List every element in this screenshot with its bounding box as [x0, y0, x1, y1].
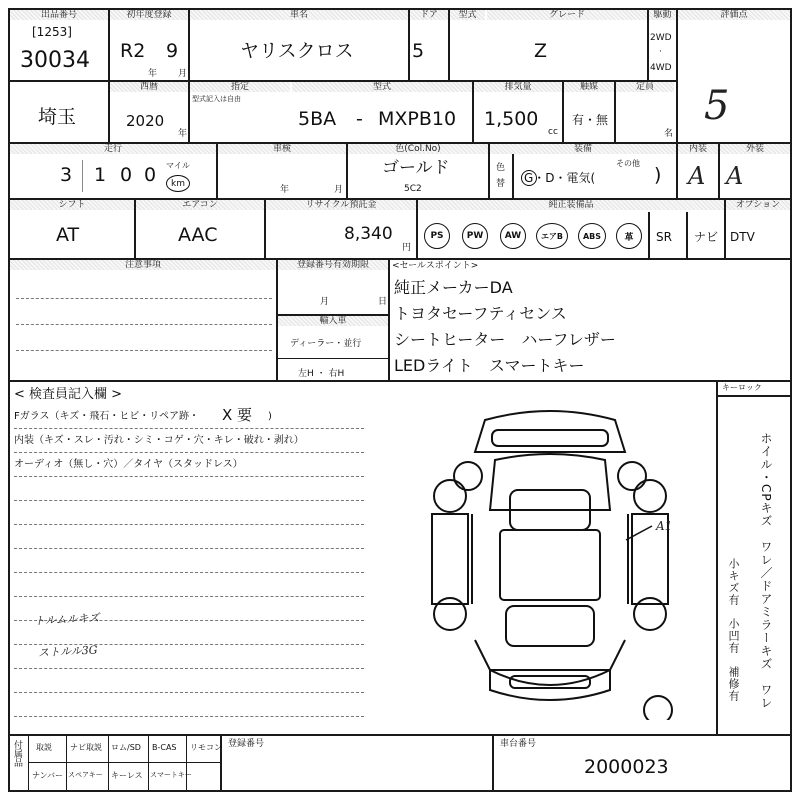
dealer-parallel: ディーラー・並行 [290, 339, 362, 349]
exterior-label: 外装 [720, 144, 790, 154]
handwritten-note: トルムルキズ [33, 611, 100, 628]
color-number: 5C2 [404, 184, 422, 194]
first-reg-label: 初年度登録 [110, 10, 188, 20]
spare-key-label: スペアキー [68, 771, 103, 779]
row-divider [8, 734, 792, 736]
aircon-label: エアコン [136, 200, 264, 210]
era-year: R2 [120, 40, 146, 62]
mileage-digit: 3 [60, 164, 73, 186]
score-label: 評価点 [678, 10, 790, 20]
shift-label: シフト [10, 200, 134, 210]
recycle-label: リサイクル預託金 [266, 200, 416, 210]
handwritten-note: ストルル3G [37, 643, 98, 660]
inspection-label: 車検 [218, 144, 346, 154]
damage-mark: A1 [656, 519, 673, 533]
western-year-label: 西暦 [110, 82, 188, 92]
option-navi: ナビ [694, 230, 719, 244]
interior-score: A [688, 162, 706, 190]
spare-wheel [644, 696, 672, 720]
model-prefix: 5BA [298, 108, 337, 130]
damage-pointer [626, 526, 652, 540]
region: 埼玉 [38, 106, 77, 128]
yen-unit: 円 [402, 243, 412, 253]
border-right [790, 8, 792, 792]
chassis-label: 車台番号 [500, 739, 537, 749]
smart-key-label: スマートキー [150, 771, 192, 779]
sales-point: LEDライト スマートキー [394, 356, 585, 375]
model-sub-label: 指定 [190, 82, 290, 92]
first-reg-year: 2020 [126, 112, 165, 130]
border-bottom [8, 790, 792, 792]
grade-label: グレード [487, 10, 647, 20]
inspection-year-unit: 年 [280, 185, 290, 195]
month-unit: 月 [178, 69, 188, 79]
doors: 5 [412, 40, 425, 62]
car-diagram [420, 400, 680, 720]
model-dash: - [356, 108, 363, 130]
key-lock-label: キーロック [722, 383, 762, 392]
inspection-month-unit: 月 [334, 185, 344, 195]
color-label: 色(Col.No) [348, 144, 488, 154]
sales-point: 純正メーカーDA [394, 278, 513, 297]
mileage-digit: 1 [94, 164, 107, 186]
wheel-front-right [618, 462, 646, 490]
interior-line: 内装（キズ・スレ・汚れ・シミ・コゲ・穴・キレ・破れ・剥れ） [14, 435, 304, 446]
car-name: ヤリスクロス [240, 40, 354, 62]
capacity-label: 定員 [616, 82, 674, 92]
reg-month: 9 [166, 40, 179, 62]
overall-score: 5 [704, 83, 730, 129]
windshield-line: Fガラス（キズ・飛石・ヒビ・リペア跡・ [14, 411, 200, 422]
option-pw: PW [462, 223, 488, 249]
year-unit: 年 [148, 69, 158, 79]
accessories-label: 付属品 [12, 740, 22, 767]
rom-sd-label: ロム/SD [111, 743, 141, 752]
color-change-top: 色 [496, 163, 506, 173]
catalyst-label: 触媒 [564, 82, 614, 92]
car-name-label: 車名 [190, 10, 408, 20]
model-label: 型式 [292, 82, 472, 92]
trunk [475, 640, 625, 670]
caution-label: 注意事項 [10, 260, 276, 270]
drive-2wd: 2WD [650, 33, 672, 43]
bcas-label: B-CAS [152, 743, 177, 752]
equipment-choices: G・D・電気( [524, 171, 596, 185]
equipment-other: その他 [616, 159, 640, 168]
sales-point: シートヒーター ハーフレザー [394, 330, 616, 349]
right-note: 小キズ有 小凹有 補修有 [727, 558, 740, 702]
lot-bracket: [1253] [32, 25, 72, 39]
aircon: AAC [178, 224, 218, 246]
year-unit-2: 年 [178, 129, 188, 139]
option-aw: AW [500, 223, 526, 249]
recycle-fee: 8,340 [344, 224, 393, 244]
shift: AT [56, 224, 80, 246]
wheel-rear-right [634, 598, 666, 630]
door-label: ドア [410, 10, 448, 20]
audio-tire-line: オーディオ（無し・穴）／タイヤ（スタッドレス） [14, 459, 243, 470]
wheel-side-right [634, 480, 666, 512]
remote-label: リモコン [190, 743, 222, 752]
displacement-label: 排気量 [474, 82, 562, 92]
hood [490, 454, 610, 510]
right-note: ホイル・CPキズ ワレ／ドアミラーキズ ワレ [759, 432, 773, 710]
drive-label: 駆動 [649, 10, 676, 20]
cabin-roof [500, 530, 600, 600]
windshield-close: ) [268, 411, 272, 422]
model-code: MXPB10 [378, 108, 457, 130]
extra-label: オプション [726, 200, 790, 210]
grade: Z [534, 40, 548, 62]
option-airbag: エアB [536, 223, 568, 249]
chassis-number: 2000023 [584, 756, 669, 778]
option-abs: ABS [578, 223, 606, 249]
keyless-label: キーレス [111, 771, 143, 780]
manual-label: 取説 [36, 743, 52, 752]
mileage-label: 走行 [10, 144, 216, 154]
rear-window [506, 606, 594, 646]
lot-number: 30034 [20, 48, 90, 73]
type-label: 型式 [450, 10, 485, 20]
options-label: 純正装備品 [418, 200, 724, 210]
auction-sheet: 出品番号 初年度登録 車名 ドア 型式 グレード 駆動 評価点 [1253] 30034 R2 9 年 月 ヤリスクロス 5 Z 2WD · 4WD 5 西暦 指定 型式 排気量 触媒 定員 型式記入は自由 埼玉 2020 年 5BA - MXPB10 1,500 cc 有・無 名 走行 車検 色(Col.No) 装備 内装 外装 3 1 0 0 マイル km 年 月 ゴールド 5C2 色 替 G・D・電気( ) その他 A A シフト エアコン リサイクル預託金 純正装備品 オプション AT AAC 8,340 円 PS PW AW エアB ABS 革 SR ナビ DTV 注意事項 登録番号有効期限 <セールスポイント> 月 日 輸入車 ディーラー・並行 左H ・ 右H 純正メーカーDA トヨタセーフティセンス シートヒーター ハーフレザー LEDライト スマートキー < 検査員記入欄 > Fガラス（キズ・飛石・ヒビ・リペア跡・ X 要 ) 内装（キズ・スレ・汚れ・シミ・コゲ・穴・キレ・破れ・剥れ） オーディオ（無し・穴）／タイヤ（スタッドレス） トルムルキズ ストルル3G キーロック ホイル・CPキズ ワレ／ドアミラーキズ ワレ 小キズ有 小凹有 補修有 A1 付属品 取説 ナビ取説 ロム/SD B-CAS リモコン ナンバー スペアキー キーレス スマートキー 登録番号 車台番号 2000023 [0, 0, 800, 800]
color-change-bottom: 替 [496, 179, 506, 189]
wheel-side-left [434, 480, 466, 512]
door-left [432, 514, 468, 604]
option-dtv: DTV [730, 230, 755, 244]
sales-point-label: <セールスポイント> [392, 261, 479, 271]
expiry-month-unit: 月 [320, 297, 330, 307]
mile-unit: マイル [166, 161, 190, 170]
option-ps: PS [424, 223, 450, 249]
interior-label: 内装 [678, 144, 718, 154]
option-sr: SR [656, 230, 672, 244]
km-unit-circled: km [166, 175, 190, 192]
windshield-mark: X 要 [222, 406, 253, 424]
border-left [8, 8, 10, 792]
expiry-day-unit: 日 [378, 297, 388, 307]
catalyst-choice: 有・無 [572, 113, 609, 127]
drive-4wd: 4WD [650, 63, 672, 73]
reg-expiry-label: 登録番号有効期限 [278, 260, 388, 270]
wheel-front-left [454, 462, 482, 490]
exterior-score: A [726, 162, 744, 190]
sales-point: トヨタセーフティセンス [394, 304, 567, 323]
inspector-title: < 検査員記入欄 > [14, 387, 123, 402]
row-divider [8, 380, 792, 382]
person-unit: 名 [664, 129, 674, 139]
wheel-rear-left [434, 598, 466, 630]
navi-manual-label: ナビ取説 [70, 743, 102, 752]
displacement: 1,500 [484, 108, 539, 130]
model-note: 型式記入は自由 [192, 95, 241, 103]
steering-side: 左H ・ 右H [298, 369, 345, 379]
rear-bumper [490, 670, 610, 700]
import-label: 輸入車 [278, 316, 388, 326]
color: ゴールド [382, 158, 450, 178]
mileage-digit: 0 [144, 164, 157, 186]
option-leather: 革 [616, 223, 642, 249]
equipment-close: ) [654, 164, 662, 186]
equipment-label: 装備 [490, 144, 676, 154]
lot-label: 出品番号 [10, 10, 108, 20]
reg-number-label: 登録番号 [228, 739, 265, 749]
mileage-digit: 0 [120, 164, 133, 186]
cc-unit: cc [548, 127, 558, 137]
plate-label: ナンバー [32, 771, 64, 780]
